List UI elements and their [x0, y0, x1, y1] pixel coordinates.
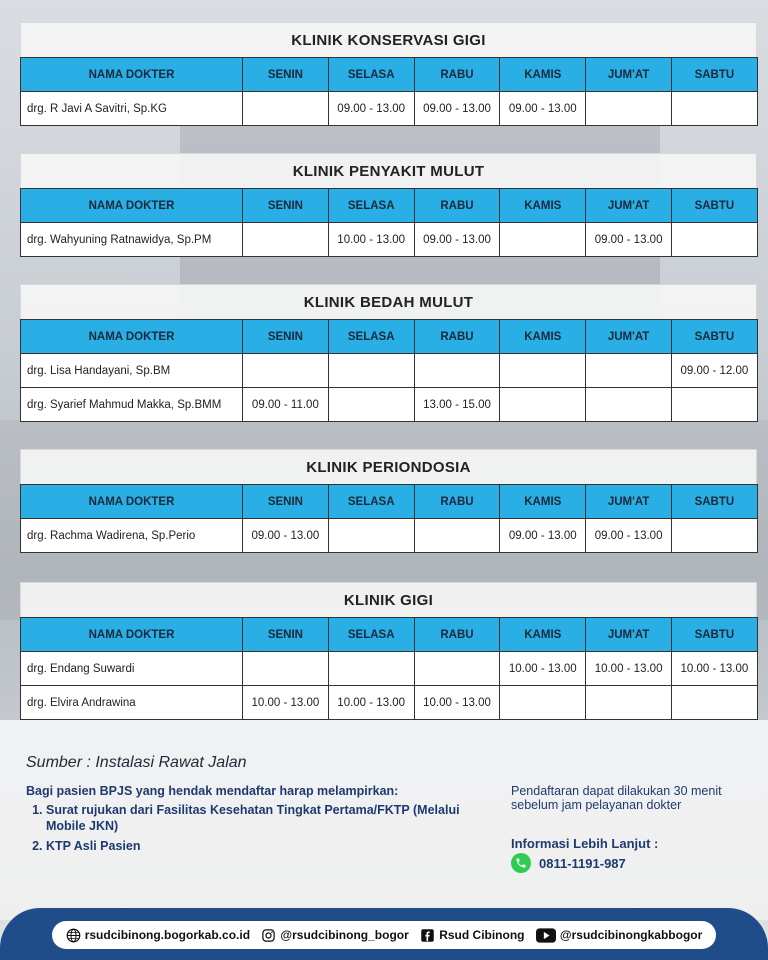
column-header: JUM'AT	[586, 618, 672, 652]
schedule-cell	[243, 652, 329, 686]
column-header: KAMIS	[500, 320, 586, 354]
table-row	[21, 92, 758, 126]
column-header: JUM'AT	[586, 58, 672, 92]
schedule-cell	[500, 354, 586, 388]
bpjs-list	[26, 802, 486, 854]
schedule-cell: 09.00 - 13.00	[243, 519, 329, 553]
column-header: KAMIS	[500, 189, 586, 223]
schedule-cell: 13.00 - 15.00	[414, 388, 500, 422]
schedule-cell	[671, 92, 757, 126]
column-header: SELASA	[328, 189, 414, 223]
clinic-title: KLINIK PERIONDOSIA	[20, 449, 757, 484]
schedule-cell	[671, 686, 757, 720]
schedule-cell	[414, 652, 500, 686]
doctor-name: drg. Lisa Handayani, Sp.BM	[21, 354, 243, 388]
table-row	[21, 354, 758, 388]
column-header: SABTU	[671, 320, 757, 354]
clinic-title: KLINIK PENYAKIT MULUT	[20, 153, 757, 188]
column-header: SENIN	[243, 618, 329, 652]
schedule-cell: 10.00 - 13.00	[328, 223, 414, 257]
schedule-cell	[671, 388, 757, 422]
clinic-section	[20, 22, 757, 126]
column-header: SABTU	[671, 189, 757, 223]
table-header-row	[21, 485, 758, 519]
column-header: KAMIS	[500, 58, 586, 92]
schedule-cell: 09.00 - 11.00	[243, 388, 329, 422]
footer-facebook[interactable]	[420, 928, 524, 943]
schedule-cell	[243, 223, 329, 257]
schedule-cell: 09.00 - 13.00	[414, 92, 500, 126]
column-header: SENIN	[243, 58, 329, 92]
column-header: RABU	[414, 485, 500, 519]
column-header: RABU	[414, 618, 500, 652]
clinic-section	[20, 284, 757, 422]
schedule-cell: 10.00 - 13.00	[328, 686, 414, 720]
clinic-title: KLINIK KONSERVASI GIGI	[20, 22, 757, 57]
schedule-cell: 09.00 - 13.00	[414, 223, 500, 257]
column-header: SABTU	[671, 618, 757, 652]
schedule-cell: 09.00 - 13.00	[328, 92, 414, 126]
schedule-cell	[328, 388, 414, 422]
doctor-name: drg. Endang Suwardi	[21, 652, 243, 686]
column-header: JUM'AT	[586, 485, 672, 519]
column-header: SABTU	[671, 485, 757, 519]
column-header: NAMA DOKTER	[21, 189, 243, 223]
column-header: SENIN	[243, 189, 329, 223]
clinic-section	[20, 449, 757, 553]
facebook-icon	[420, 928, 435, 943]
table-row	[21, 223, 758, 257]
website-label: rsudcibinong.bogorkab.co.id	[84, 928, 251, 942]
column-header: SABTU	[671, 58, 757, 92]
schedule-cell	[328, 652, 414, 686]
column-header: NAMA DOKTER	[21, 320, 243, 354]
table-row	[21, 388, 758, 422]
registration-note: Pendaftaran dapat dilakukan 30 menit sebelum jam pelayanan dokter	[511, 784, 722, 812]
schedule-cell: 09.00 - 13.00	[586, 223, 672, 257]
schedule-table	[20, 319, 758, 422]
schedule-cell	[243, 92, 329, 126]
clinic-section	[20, 582, 757, 720]
schedule-cell	[586, 686, 672, 720]
column-header: JUM'AT	[586, 189, 672, 223]
instagram-label: @rsudcibinong_bogor	[280, 928, 409, 942]
table-header-row	[21, 189, 758, 223]
bpjs-item: 1. Surat rujukan dari Fasilitas Kesehatan Tingkat Pertama/FKTP (Melalui Mobile JKN)	[46, 802, 486, 834]
phone-number: 0811-1191-987	[539, 855, 626, 871]
column-header: KAMIS	[500, 618, 586, 652]
schedule-cell	[671, 519, 757, 553]
column-header: RABU	[414, 58, 500, 92]
column-header: KAMIS	[500, 485, 586, 519]
table-row	[21, 686, 758, 720]
footer-instagram[interactable]	[261, 928, 408, 943]
column-header: SENIN	[243, 485, 329, 519]
column-header: SENIN	[243, 320, 329, 354]
clinic-title: KLINIK BEDAH MULUT	[20, 284, 757, 319]
clinic-section	[20, 153, 757, 257]
schedule-cell	[243, 354, 329, 388]
schedule-cell: 10.00 - 13.00	[671, 652, 757, 686]
schedule-cell: 09.00 - 12.00	[671, 354, 757, 388]
schedule-cell: 09.00 - 13.00	[500, 92, 586, 126]
table-header-row	[21, 320, 758, 354]
schedule-cell: 09.00 - 13.00	[586, 519, 672, 553]
youtube-icon	[536, 928, 556, 943]
doctor-name: drg. Elvira Andrawina	[21, 686, 243, 720]
footer-youtube[interactable]	[536, 928, 702, 943]
doctor-name: drg. Syarief Mahmud Makka, Sp.BMM	[21, 388, 243, 422]
table-row	[21, 519, 758, 553]
footer-social-bar	[52, 921, 716, 949]
youtube-label: @rsudcibinongkabbogor	[559, 928, 703, 942]
schedule-cell: 10.00 - 13.00	[586, 652, 672, 686]
globe-icon	[66, 928, 81, 943]
doctor-name: drg. R Javi A Savitri, Sp.KG	[21, 92, 243, 126]
table-header-row	[21, 618, 758, 652]
column-header: NAMA DOKTER	[21, 58, 243, 92]
more-info-title: Informasi Lebih Lanjut :	[511, 836, 659, 851]
table-header-row	[21, 58, 758, 92]
whatsapp-icon	[511, 853, 531, 873]
schedule-table	[20, 188, 758, 257]
schedule-cell	[328, 354, 414, 388]
schedule-cell	[328, 519, 414, 553]
doctor-name: drg. Rachma Wadirena, Sp.Perio	[21, 519, 243, 553]
clinic-title: KLINIK GIGI	[20, 582, 757, 617]
schedule-cell	[414, 519, 500, 553]
bpjs-requirements	[26, 784, 486, 858]
table-row	[21, 652, 758, 686]
schedule-cell	[586, 92, 672, 126]
footer-website[interactable]	[66, 928, 250, 943]
schedule-cell: 09.00 - 13.00	[500, 519, 586, 553]
schedule-cell	[414, 354, 500, 388]
bpjs-item: 2. KTP Asli Pasien	[46, 838, 486, 854]
schedule-cell: 10.00 - 13.00	[500, 652, 586, 686]
doctor-name: drg. Wahyuning Ratnawidya, Sp.PM	[21, 223, 243, 257]
schedule-table	[20, 617, 758, 720]
column-header: SELASA	[328, 58, 414, 92]
column-header: NAMA DOKTER	[21, 485, 243, 519]
bpjs-intro: Bagi pasien BPJS yang hendak mendaftar harap melampirkan:	[26, 784, 399, 798]
column-header: JUM'AT	[586, 320, 672, 354]
schedule-cell	[586, 354, 672, 388]
column-header: NAMA DOKTER	[21, 618, 243, 652]
schedule-cell	[500, 686, 586, 720]
column-header: RABU	[414, 189, 500, 223]
column-header: SELASA	[328, 485, 414, 519]
facebook-label: Rsud Cibinong	[439, 928, 525, 942]
instagram-icon	[261, 928, 276, 943]
schedule-cell: 10.00 - 13.00	[414, 686, 500, 720]
phone-contact[interactable]	[511, 853, 626, 873]
column-header: SELASA	[328, 320, 414, 354]
schedule-cell	[586, 388, 672, 422]
schedule-table	[20, 57, 758, 126]
source-note: Sumber : Instalasi Rawat Jalan	[26, 754, 247, 771]
schedule-table	[20, 484, 758, 553]
column-header: SELASA	[328, 618, 414, 652]
schedule-cell	[671, 223, 757, 257]
schedule-cell: 10.00 - 13.00	[243, 686, 329, 720]
schedule-cell	[500, 223, 586, 257]
column-header: RABU	[414, 320, 500, 354]
schedule-cell	[500, 388, 586, 422]
